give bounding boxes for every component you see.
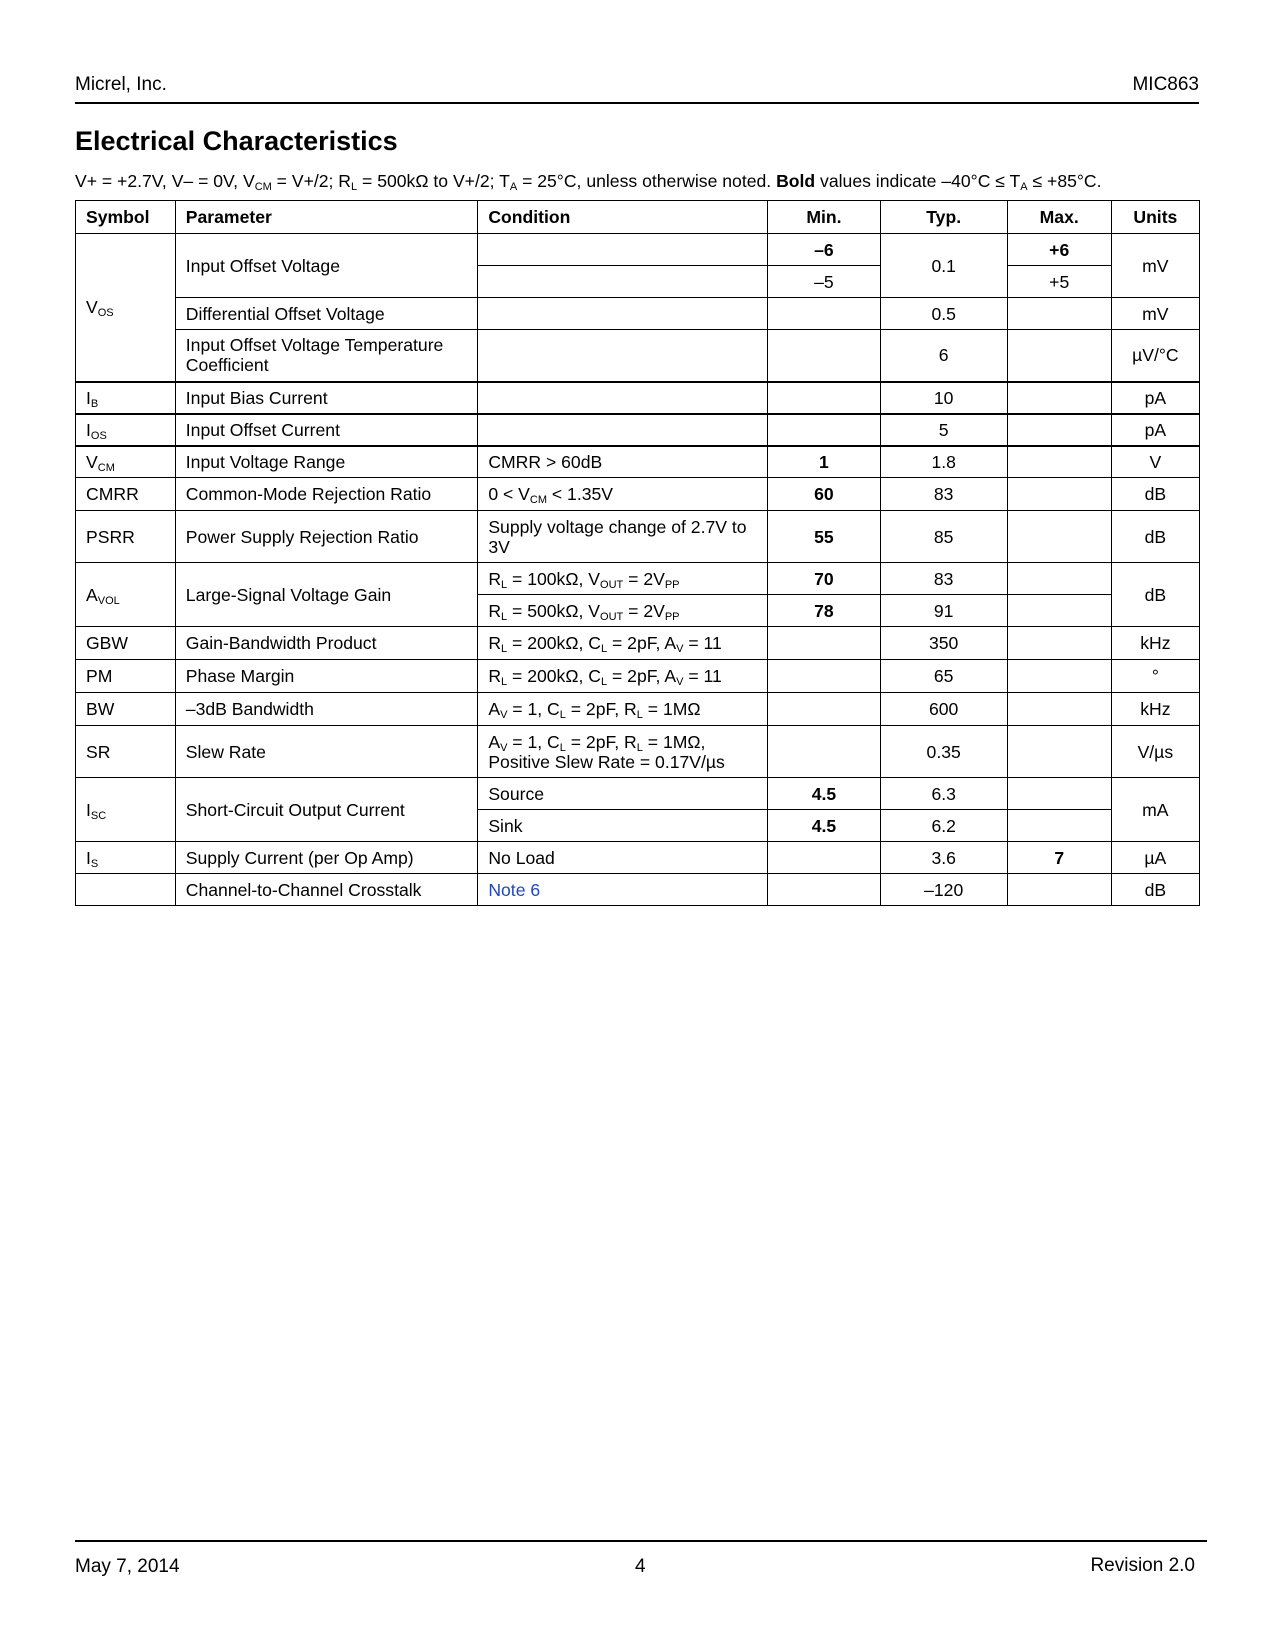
units-cell: dB	[1111, 563, 1199, 627]
typ-cell: –120	[880, 874, 1007, 906]
typ-cell: 3.6	[880, 842, 1007, 874]
min-cell	[768, 382, 880, 414]
units-cell: dB	[1111, 511, 1199, 563]
min-cell: 4.5	[768, 778, 880, 810]
parameter-cell: Input Offset Current	[175, 414, 478, 446]
parameter-cell: Channel-to-Channel Crosstalk	[175, 874, 478, 906]
symbol-cell: CMRR	[76, 478, 176, 511]
units-cell: pA	[1111, 382, 1199, 414]
parameter-cell: Short-Circuit Output Current	[175, 778, 478, 842]
min-cell	[768, 627, 880, 660]
max-cell	[1007, 382, 1111, 414]
condition-cell: $R_L = 200k\Omega$, $C_L = 2pF$, $A_V = 11$	[478, 627, 768, 660]
company-name: Micrel, Inc.	[75, 74, 167, 95]
min-cell: 1	[768, 446, 880, 478]
condition-cell	[478, 298, 768, 330]
units-cell: pA	[1111, 414, 1199, 446]
max-cell	[1007, 693, 1111, 726]
min-cell	[768, 298, 880, 330]
typ-cell: 85	[880, 511, 1007, 563]
symbol-cell: BW	[76, 693, 176, 726]
typ-cell: 83	[880, 563, 1007, 595]
typ-cell: 83	[880, 478, 1007, 511]
max-cell	[1007, 726, 1111, 778]
condition-cell: Source	[478, 778, 768, 810]
col-symbol: Symbol	[76, 201, 176, 234]
typ-cell: 350	[880, 627, 1007, 660]
parameter-cell: Input Voltage Range	[175, 446, 478, 478]
col-condition: Condition	[478, 201, 768, 234]
page-number: 4	[635, 1556, 646, 1577]
max-cell	[1007, 414, 1111, 446]
part-number: MIC863	[1132, 74, 1199, 95]
table-row	[76, 563, 1200, 595]
table-row	[76, 874, 1200, 906]
condition-cell	[478, 414, 768, 446]
col-typ: Typ.	[880, 201, 1007, 234]
max-cell	[1007, 563, 1111, 595]
parameter-cell: Input Offset Voltage	[175, 234, 478, 298]
page-footer	[75, 1540, 1207, 1582]
max-cell	[1007, 660, 1111, 693]
max-cell	[1007, 446, 1111, 478]
min-cell	[768, 693, 880, 726]
table-row	[76, 778, 1200, 810]
units-cell: kHz	[1111, 693, 1199, 726]
symbol-cell: $I_S$	[76, 842, 176, 874]
min-cell: 70	[768, 563, 880, 595]
max-cell: 7	[1007, 842, 1111, 874]
max-cell	[1007, 511, 1111, 563]
condition-cell	[478, 266, 768, 298]
max-cell	[1007, 810, 1111, 842]
typ-cell: 65	[880, 660, 1007, 693]
col-units: Units	[1111, 201, 1199, 234]
table-row	[76, 414, 1200, 446]
symbol-cell: $V_{CM}$	[76, 446, 176, 478]
typ-cell: 0.35	[880, 726, 1007, 778]
max-cell	[1007, 778, 1111, 810]
units-cell: mV	[1111, 298, 1199, 330]
symbol-cell: $A_{VOL}$	[76, 563, 176, 627]
condition-cell: $A_V = 1$, $C_L = 2pF$, $R_L = 1M\Omega$, Positive Slew Rate = 0.17V/µs	[478, 726, 768, 778]
section-title: Electrical Characteristics	[75, 126, 398, 156]
units-cell: µA	[1111, 842, 1199, 874]
min-cell: 4.5	[768, 810, 880, 842]
table-row	[76, 726, 1200, 778]
max-cell	[1007, 627, 1111, 660]
parameter-cell: Phase Margin	[175, 660, 478, 693]
min-cell	[768, 330, 880, 382]
parameter-cell: Common-Mode Rejection Ratio	[175, 478, 478, 511]
min-cell: 60	[768, 478, 880, 511]
table-row	[76, 446, 1200, 478]
max-cell	[1007, 298, 1111, 330]
condition-cell: $R_L = 200k\Omega$, $C_L = 2pF$, $A_V = 11$	[478, 660, 768, 693]
min-cell: –5	[768, 266, 880, 298]
max-cell: +5	[1007, 266, 1111, 298]
parameter-cell: Slew Rate	[175, 726, 478, 778]
table-row	[76, 660, 1200, 693]
col-parameter: Parameter	[175, 201, 478, 234]
typ-cell: 0.1	[880, 234, 1007, 298]
col-max: Max.	[1007, 201, 1111, 234]
symbol-cell: SR	[76, 726, 176, 778]
condition-cell: $R_L = 500k\Omega$, $V_{OUT} = 2V_{PP}$	[478, 595, 768, 627]
typ-cell: 91	[880, 595, 1007, 627]
parameter-cell: Supply Current (per Op Amp)	[175, 842, 478, 874]
col-min: Min.	[768, 201, 880, 234]
parameter-cell: Large-Signal Voltage Gain	[175, 563, 478, 627]
table-row	[76, 842, 1200, 874]
table-row	[76, 511, 1200, 563]
symbol-cell: $I_B$	[76, 382, 176, 414]
max-cell: +6	[1007, 234, 1111, 266]
max-cell	[1007, 595, 1111, 627]
max-cell	[1007, 478, 1111, 511]
condition-cell	[478, 330, 768, 382]
min-cell	[768, 726, 880, 778]
table-row	[76, 382, 1200, 414]
parameter-cell: Input Bias Current	[175, 382, 478, 414]
condition-cell: CMRR > 60dB	[478, 446, 768, 478]
units-cell: µV/°C	[1111, 330, 1199, 382]
symbol-cell: $V_{OS}$	[76, 234, 176, 382]
condition-cell: $A_V = 1$, $C_L = 2pF$, $R_L = 1M\Omega$	[478, 693, 768, 726]
parameter-cell: Differential Offset Voltage	[175, 298, 478, 330]
typ-cell: 6	[880, 330, 1007, 382]
test-conditions: V+ = +2.7V, V– = 0V, $V_{CM} = V+/2$; $R_L = 500k\Omega$ to V+/2; $T_A = 25^\circ C$, unless otherwise noted. Bold values indicate $-40^\circ C \le T_A \le +85^\circ C$.	[75, 171, 1102, 193]
page-header	[75, 74, 1199, 104]
symbol-cell: GBW	[76, 627, 176, 660]
note-6-link[interactable]: Note 6	[478, 874, 768, 906]
condition-cell: $0 < V_{CM} < 1.35V$	[478, 478, 768, 511]
min-cell	[768, 660, 880, 693]
symbol-cell: $I_{OS}$	[76, 414, 176, 446]
min-cell	[768, 874, 880, 906]
max-cell	[1007, 330, 1111, 382]
min-cell	[768, 842, 880, 874]
revision: Revision 2.0	[1090, 1555, 1195, 1576]
units-cell: °	[1111, 660, 1199, 693]
typ-cell: 6.3	[880, 778, 1007, 810]
condition-cell: No Load	[478, 842, 768, 874]
units-cell: mV	[1111, 234, 1199, 298]
units-cell: mA	[1111, 778, 1199, 842]
parameter-cell: –3dB Bandwidth	[175, 693, 478, 726]
table-row	[76, 627, 1200, 660]
table-row	[76, 330, 1200, 382]
units-cell: dB	[1111, 478, 1199, 511]
units-cell: kHz	[1111, 627, 1199, 660]
typ-cell: 1.8	[880, 446, 1007, 478]
condition-cell: Sink	[478, 810, 768, 842]
typ-cell: 10	[880, 382, 1007, 414]
min-cell: 78	[768, 595, 880, 627]
typ-cell: 600	[880, 693, 1007, 726]
max-cell	[1007, 874, 1111, 906]
units-cell: V	[1111, 446, 1199, 478]
table-row	[76, 234, 1200, 266]
footer-date: May 7, 2014	[75, 1556, 180, 1577]
units-cell: dB	[1111, 874, 1199, 906]
symbol-cell: PSRR	[76, 511, 176, 563]
min-cell	[768, 414, 880, 446]
symbol-cell: PM	[76, 660, 176, 693]
parameter-cell: Power Supply Rejection Ratio	[175, 511, 478, 563]
units-cell: V/µs	[1111, 726, 1199, 778]
condition-cell	[478, 382, 768, 414]
electrical-characteristics-table	[75, 200, 1200, 906]
condition-cell: $R_L = 100k\Omega$, $V_{OUT} = 2V_{PP}$	[478, 563, 768, 595]
symbol-cell	[76, 874, 176, 906]
symbol-cell: $I_{SC}$	[76, 778, 176, 842]
typ-cell: 5	[880, 414, 1007, 446]
condition-cell	[478, 234, 768, 266]
condition-cell: Supply voltage change of 2.7V to 3V	[478, 511, 768, 563]
table-row	[76, 478, 1200, 511]
table-row	[76, 298, 1200, 330]
table-row	[76, 693, 1200, 726]
parameter-cell: Gain-Bandwidth Product	[175, 627, 478, 660]
typ-cell: 6.2	[880, 810, 1007, 842]
min-cell: 55	[768, 511, 880, 563]
typ-cell: 0.5	[880, 298, 1007, 330]
min-cell: –6	[768, 234, 880, 266]
table-header-row	[76, 201, 1200, 234]
parameter-cell: Input Offset Voltage Temperature Coefficient	[175, 330, 478, 382]
